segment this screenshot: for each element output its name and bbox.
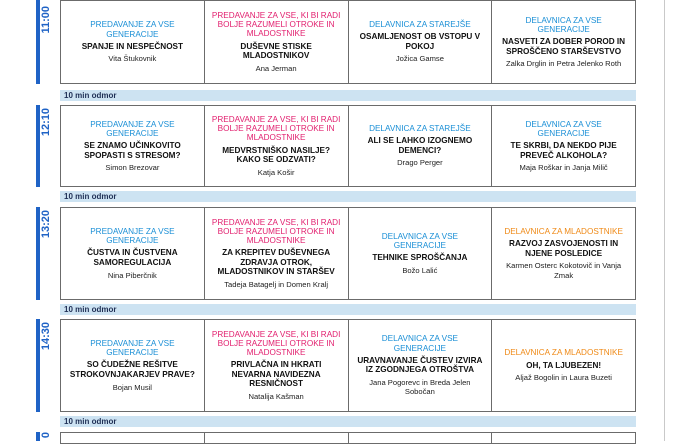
session-category: DELAVNICA ZA MLADOSTNIKE: [504, 348, 623, 358]
session-row: [60, 432, 636, 444]
session-title: ČUSTVA IN ČUSTVENA SAMOREGULACIJA: [87, 248, 178, 267]
time-label: 11:00: [40, 6, 52, 34]
session-title: TEHNIKE SPROŠČANJA: [372, 253, 468, 263]
session-title: NASVETI ZA DOBER POROD IN SPROŠČENO STARŠEVSTVO: [502, 36, 626, 56]
session-title: OSAMLJENOST OB VSTOPU V POKOJ: [359, 32, 481, 51]
break-label: 10 min odmor: [60, 416, 636, 427]
session-cell[interactable]: [492, 433, 635, 443]
session-cell[interactable]: [205, 433, 349, 443]
session-title: OH, TA LJUBEZEN!: [526, 360, 602, 370]
session-cell[interactable]: [349, 320, 493, 411]
session-title: ZA KREPITEV DUŠEVNEGA ZDRAVJA OTROK, MLADOSTNIKOV IN STARŠEV: [217, 248, 335, 277]
session-category: DELAVNICA ZA VSE GENERACIJE: [525, 119, 602, 138]
session-category: PREDAVANJE ZA VSE GENERACIJE: [90, 227, 175, 246]
session-speaker: Jožica Gamse: [395, 54, 444, 64]
session-row: [60, 319, 636, 412]
session-category: DELAVNICA ZA STAREJŠE: [369, 124, 471, 134]
session-cell[interactable]: [492, 208, 635, 299]
session-category: DELAVNICA ZA VSE GENERACIJE: [381, 334, 459, 353]
session-category: PREDAVANJE ZA VSE, KI BI RADI BOLJE RAZUMELI OTROKE IN MLADOSTNIKE: [211, 329, 341, 357]
session-category: PREDAVANJE ZA VSE GENERACIJE: [90, 339, 175, 358]
session-speaker: Bojan Musil: [112, 382, 152, 392]
session-cell[interactable]: [349, 106, 493, 186]
session-title: SO ČUDEŽNE REŠITVE STROKOVNJAKARJEV PRAVE?: [69, 360, 195, 379]
session-title: TE SKRBI, DA NEKDO PIJE PREVEČ ALKOHOLA?: [510, 140, 617, 160]
session-cell[interactable]: [492, 320, 635, 411]
session-cell[interactable]: [205, 1, 349, 83]
break-label: 10 min odmor: [60, 304, 636, 315]
session-category: PREDAVANJE ZA VSE, KI BI RADI BOLJE RAZUMELI OTROKE IN MLADOSTNIKE: [211, 217, 341, 245]
time-label: 13:20: [40, 210, 52, 239]
session-cell[interactable]: [61, 1, 205, 83]
session-row: [60, 0, 636, 84]
session-cell[interactable]: [205, 320, 349, 411]
session-speaker: Nina Piberčnik: [107, 270, 157, 280]
session-cell[interactable]: [205, 208, 349, 299]
time-label: 12:10: [40, 108, 52, 137]
session-row: [60, 207, 636, 300]
session-category: PREDAVANJE ZA VSE GENERACIJE: [90, 119, 175, 138]
session-cell[interactable]: [61, 208, 205, 299]
session-category: PREDAVANJE ZA VSE, KI BI RADI BOLJE RAZUMELI OTROKE IN MLADOSTNIKE: [211, 10, 341, 39]
session-cell[interactable]: [492, 1, 635, 83]
session-cell[interactable]: [61, 433, 205, 443]
session-category: PREDAVANJE ZA VSE, KI BI RADI BOLJE RAZUMELI OTROKE IN MLADOSTNIKE: [211, 114, 341, 143]
session-title: PRIVLAČNA IN HKRATI NEVARNA NAVIDEZNA RESNIČNOST: [230, 360, 322, 389]
session-row: [60, 105, 636, 187]
time-label: 14:30: [40, 322, 52, 351]
time-label: 0: [40, 432, 52, 439]
session-speaker: Božo Lalić: [402, 265, 438, 275]
session-title: ALI SE LAHKO IZOGNEMO DEMENCI?: [367, 136, 473, 155]
session-speaker: Ana Jerman: [255, 63, 297, 73]
session-title: RAZVOJ ZASVOJENOSTI IN NJENE POSLEDICE: [509, 239, 619, 258]
session-speaker: Drago Perger: [397, 158, 443, 168]
session-title: URAVNAVANJE ČUSTEV IZVIRA IZ ZGODNJEGA OTROŠTVA: [357, 355, 483, 375]
session-cell[interactable]: [349, 1, 493, 83]
session-speaker: Vita Štukovnik: [108, 54, 157, 64]
session-category: DELAVNICA ZA VSE GENERACIJE: [525, 15, 602, 34]
session-title: SE ZNAMO UČINKOVITO SPOPASTI S STRESOM?: [84, 140, 181, 160]
session-category: DELAVNICA ZA STAREJŠE: [369, 20, 471, 30]
session-speaker: Zalka Drglin in Petra Jelenko Roth: [506, 59, 622, 69]
session-speaker: Jana Pogorevc in Breda Jelen Sobočan: [369, 377, 471, 397]
session-speaker: Simon Brezovar: [105, 163, 160, 173]
session-cell[interactable]: [61, 320, 205, 411]
session-cell[interactable]: [205, 106, 349, 186]
session-speaker: Katja Košir: [257, 167, 295, 177]
session-cell[interactable]: [61, 106, 205, 186]
break-label: 10 min odmor: [60, 90, 636, 101]
break-label: 10 min odmor: [60, 191, 636, 202]
page-edge: [664, 0, 665, 441]
session-cell[interactable]: [349, 208, 493, 299]
session-cell[interactable]: [349, 433, 493, 443]
session-speaker: Karmen Osterc Kokotovič in Vanja Zmak: [506, 261, 622, 280]
session-speaker: Aljaž Bogolin in Laura Buzeti: [515, 373, 612, 383]
session-speaker: Natalija Kašman: [248, 391, 304, 401]
session-category: DELAVNICA ZA MLADOSTNIKE: [504, 226, 623, 236]
session-category: PREDAVANJE ZA VSE GENERACIJE: [90, 20, 175, 39]
session-category: DELAVNICA ZA VSE GENERACIJE: [381, 231, 459, 250]
session-speaker: Maja Roškar in Janja Milič: [519, 163, 608, 173]
session-title: SPANJE IN NESPEČNOST: [81, 41, 184, 51]
session-title: DUŠEVNE STISKE MLADOSTNIKOV: [240, 41, 312, 61]
session-title: MEDVRSTNIŠKO NASILJE? KAKO SE ODZVATI?: [222, 145, 331, 165]
session-speaker: Tadeja Batagelj in Domen Kralj: [224, 279, 329, 289]
session-cell[interactable]: [492, 106, 635, 186]
